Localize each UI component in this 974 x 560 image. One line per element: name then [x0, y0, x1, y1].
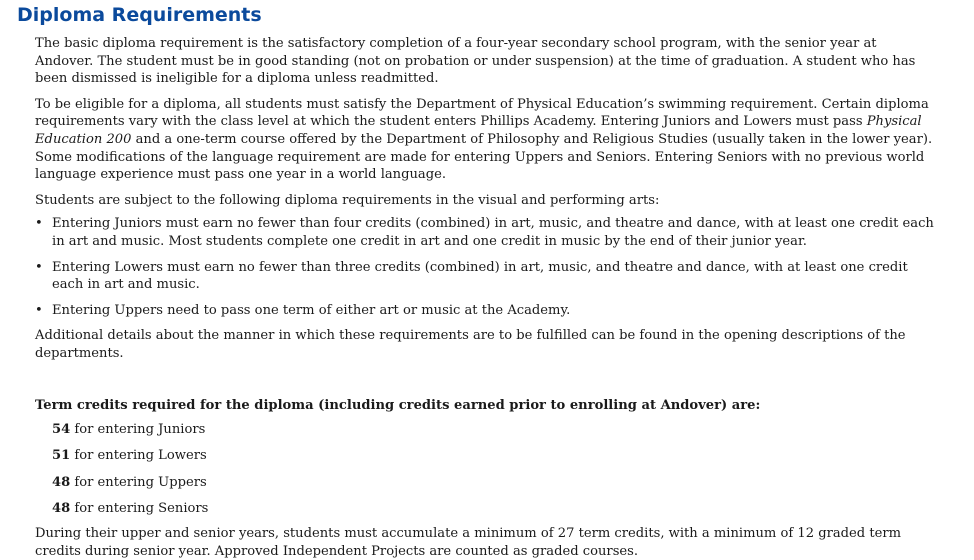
course-name-italic: Physical Education 200	[35, 114, 922, 147]
paragraph-additional-details: Additional details about the manner in which these requirements are to be fulfilled can be found in the opening descriptions of the departments.	[35, 328, 906, 361]
arts-requirements-list	[35, 215, 935, 319]
page-title: Diploma Requirements	[17, 4, 262, 26]
bullet-icon: •	[35, 302, 43, 318]
credit-item-uppers	[52, 474, 935, 492]
credit-item-seniors	[52, 500, 935, 518]
credit-label: for entering Seniors	[70, 500, 209, 516]
list-item-text: Entering Lowers must earn no fewer than three credits (combined) in art, music, and theatre and dance, with at least one credit each in art and music.	[52, 259, 908, 293]
list-item-text: Entering Uppers need to pass one term of either art or music at the Academy.	[52, 302, 571, 318]
credits-list	[35, 421, 935, 517]
list-item	[35, 259, 935, 294]
paragraph-basic-requirement: The basic diploma requirement is the satisfactory completion of a four-year secondary school program, with the senior year at Andover. The student must be in good standing (not on probation or under suspension) at the time of graduation. A student who has been dismissed is ineligible for a diploma unless readmitted.	[35, 36, 916, 87]
credit-value: 54	[52, 422, 71, 438]
paragraph-eligibility	[35, 96, 935, 184]
paragraph-upper-senior-credits: During their upper and senior years, students must accumulate a minimum of 27 term credits, with a minimum of 12 graded term credits during senior year. Approved Independent Projects are counted as graded courses.	[35, 526, 902, 559]
credit-item-juniors	[52, 421, 935, 439]
list-item	[35, 215, 935, 250]
paragraph-arts-intro: Students are subject to the following diploma requirements in the visual and performing arts:	[35, 192, 660, 208]
credit-item-lowers	[52, 447, 935, 465]
bullet-icon: •	[35, 216, 43, 232]
credit-value: 48	[52, 474, 71, 490]
credit-label: for entering Lowers	[70, 448, 207, 464]
list-item	[35, 302, 935, 320]
credits-heading: Term credits required for the diploma (including credits earned prior to enrolling at Andover) are:	[35, 397, 761, 413]
list-item-text: Entering Juniors must earn no fewer than four credits (combined) in art, music, and theatre and dance, with at least one credit each in art and music. Most students complete one credit in art and one credit in music by the end of their junior year.	[52, 216, 934, 249]
credit-value: 48	[52, 500, 71, 516]
credit-label: for entering Uppers	[70, 474, 207, 490]
credit-value: 51	[52, 448, 71, 464]
bullet-icon: •	[35, 259, 43, 275]
document-body	[35, 35, 935, 560]
paragraph-eligibility-text-1: To be eligible for a diploma, all students must satisfy the Department of Physical Education’s swimming requirement. Certain diploma requirements vary with the class level at which the student enters Phillips Academy. Entering Juniors and Lowers must pass	[35, 96, 929, 130]
credit-label: for entering Juniors	[70, 422, 206, 438]
paragraph-eligibility-text-2: and a one-term course offered by the Department of Philosophy and Religious Studies (usually taken in the lower year). Some modifications of the language requirement are made for entering Uppers and Seniors. Entering Seniors with no previous world language experience must pass one year in a world language.	[35, 131, 933, 183]
